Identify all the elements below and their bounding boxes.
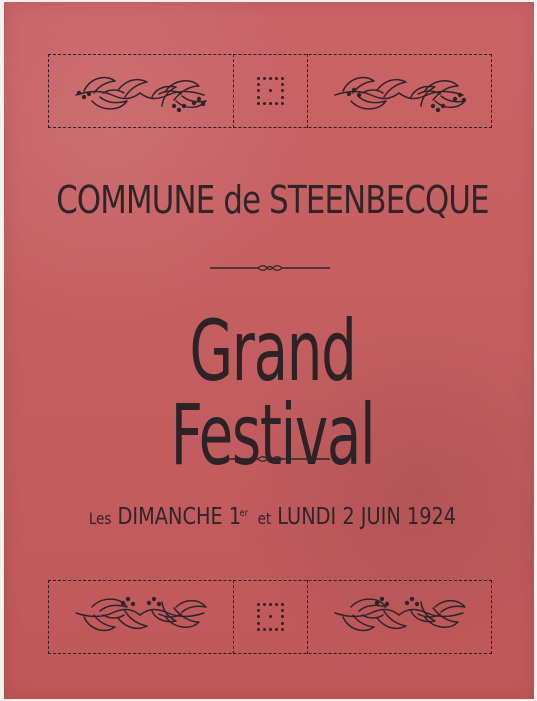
bottom-left-panel: [48, 580, 234, 654]
bottom-ornament-band: [48, 580, 492, 654]
decorative-rule-icon: [210, 455, 330, 463]
program-cover: [4, 2, 534, 699]
dates-day1: DIMANCHE 1: [117, 504, 242, 530]
top-right-panel: [308, 54, 492, 128]
dates-prefix: Les: [88, 509, 112, 528]
commune-heading: COMMUNE de STEENBECQUE: [56, 178, 489, 222]
dates-joiner: et: [257, 509, 272, 528]
floral-flourish-icon: [70, 66, 210, 116]
floral-flourish-icon: [329, 66, 469, 116]
top-center-panel: [234, 54, 308, 128]
dot-grid-icon: [256, 76, 286, 106]
floral-flourish-icon: [329, 592, 469, 642]
dot-grid-icon: [256, 602, 286, 632]
floral-flourish-icon: [70, 592, 210, 642]
bottom-right-panel: [308, 580, 492, 654]
top-ornament-band: [48, 54, 492, 128]
bottom-center-panel: [234, 580, 308, 654]
festival-title: Grand Festival: [170, 302, 375, 484]
dates-day1-suffix: er: [239, 508, 249, 519]
top-left-panel: [48, 54, 234, 128]
dates-day2: LUNDI 2 JUIN 1924: [277, 504, 457, 530]
event-dates: [47, 506, 498, 529]
decorative-rule-icon: [210, 264, 330, 272]
